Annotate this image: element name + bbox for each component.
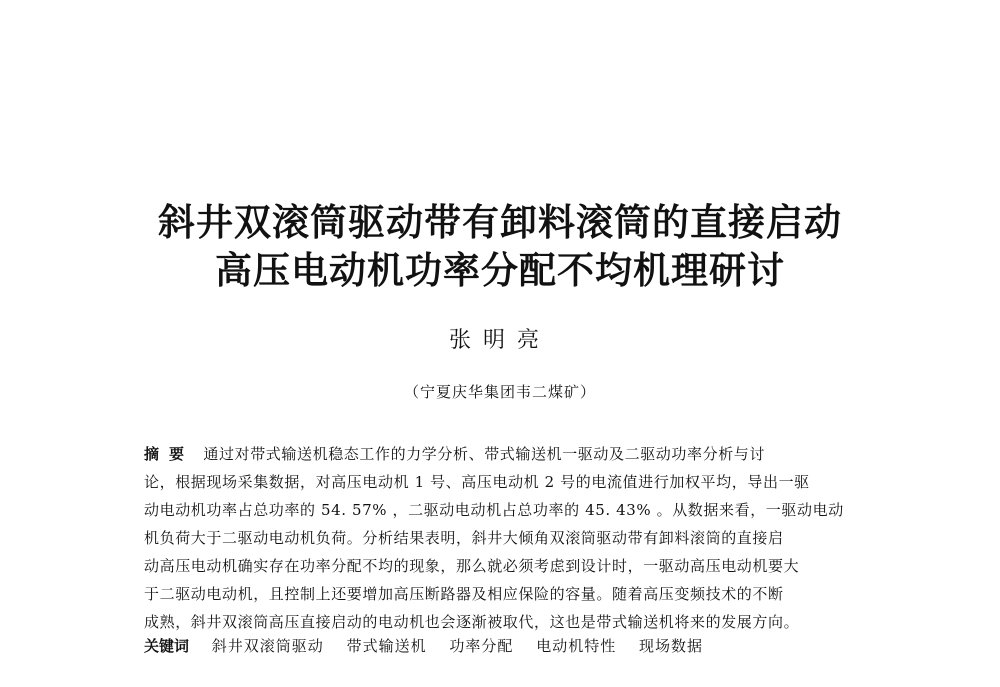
abstract-label: 摘要 (144, 445, 195, 463)
abstract-line-4: 机负荷大于二驱动电动机负荷。分析结果表明，斜井大倾角双滚筒驱动带有卸料滚筒的直接启 (144, 529, 784, 547)
abstract-line-5: 动高压电动机确实存在功率分配不均的现象，那么就必须考虑到设计时，一驱动高压电动机要大 (144, 557, 800, 575)
abstract-block (144, 440, 859, 636)
keywords-block (144, 632, 859, 660)
abstract-text-1: 通过对带式输送机稳态工作的力学分析、带式输送机一驱动及二驱动功率分析与讨 (203, 445, 765, 463)
abstract-line-7: 成熟，斜井双滚筒高压直接启动的电动机也会逐渐被取代，这也是带式输送机将来的发展方向。 (144, 613, 800, 631)
keyword-5: 现场数据 (638, 637, 703, 655)
abstract-line-1 (144, 440, 859, 468)
keyword-4: 电动机特性 (536, 637, 617, 655)
abstract-line-2: 论，根据现场采集数据，对高压电动机 1 号、高压电动机 2 号的电流值进行加权平均，导出一驱 (144, 473, 810, 491)
keywords-label: 关键词 (144, 637, 190, 655)
keyword-2: 带式输送机 (346, 637, 427, 655)
abstract-line-3: 动电动机功率占总功率的 54. 57% ，二驱动电动机占总功率的 45. 43% 。从数据来看，一驱动电动 (144, 501, 844, 519)
keyword-3: 功率分配 (449, 637, 514, 655)
paper-title-line-1: 斜井双滚筒驱动带有卸料滚筒的直接启动 (158, 201, 842, 244)
paper-author: 张明亮 (448, 328, 551, 353)
paper-affiliation: （宁夏庆华集团韦二煤矿） (403, 383, 596, 401)
abstract-line-6: 于二驱动电动机，且控制上还要增加高压断路器及相应保险的容量。随着高压变频技术的不断 (144, 585, 784, 603)
keyword-1: 斜井双滚筒驱动 (211, 637, 324, 655)
paper-title-line-2: 高压电动机功率分配不均机理研讨 (215, 249, 785, 292)
